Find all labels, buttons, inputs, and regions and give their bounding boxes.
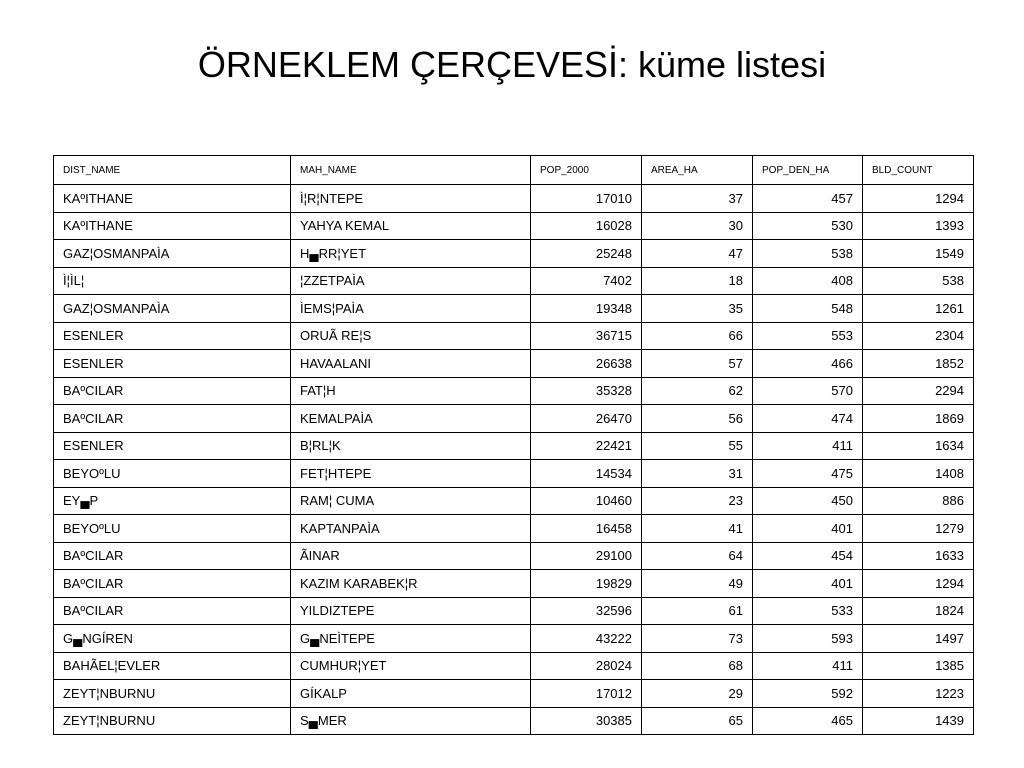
column-header-area-ha: AREA_HA [642, 156, 753, 185]
dist-name-cell: BAºCILAR [54, 542, 291, 570]
bld-count-cell: 2304 [863, 322, 974, 350]
pop-2000-cell: 43222 [531, 625, 642, 653]
table-row [54, 185, 974, 213]
pop-2000-cell: 19348 [531, 295, 642, 323]
column-header-bld-count: BLD_COUNT [863, 156, 974, 185]
table-row [54, 432, 974, 460]
mah-name-cell: S▄MER [291, 707, 531, 735]
mah-name-cell: RAM¦ CUMA [291, 487, 531, 515]
column-header-pop-2000: POP_2000 [531, 156, 642, 185]
mah-name-cell: ÌEMS¦PAÌA [291, 295, 531, 323]
mah-name-cell: KAPTANPAÌA [291, 515, 531, 543]
pop-2000-cell: 17012 [531, 680, 642, 708]
area-ha-cell: 31 [642, 460, 753, 488]
dist-name-cell: KAºITHANE [54, 212, 291, 240]
mah-name-cell: YILDIZTEPE [291, 597, 531, 625]
pop-2000-cell: 28024 [531, 652, 642, 680]
area-ha-cell: 49 [642, 570, 753, 598]
dist-name-cell: ESENLER [54, 432, 291, 460]
mah-name-cell: HAVAALANI [291, 350, 531, 378]
dist-name-cell: Ì¦ÌL¦ [54, 267, 291, 295]
bld-count-cell: 1497 [863, 625, 974, 653]
dist-name-cell: G▄NGÍREN [54, 625, 291, 653]
cluster-list-table [53, 155, 974, 735]
area-ha-cell: 30 [642, 212, 753, 240]
bld-count-cell: 1294 [863, 185, 974, 213]
mah-name-cell: FET¦HTEPE [291, 460, 531, 488]
dist-name-cell: ESENLER [54, 350, 291, 378]
pop-2000-cell: 22421 [531, 432, 642, 460]
mah-name-cell: Ì¦R¦NTEPE [291, 185, 531, 213]
pop-2000-cell: 36715 [531, 322, 642, 350]
pop-den-ha-cell: 533 [753, 597, 863, 625]
dist-name-cell: BAºCILAR [54, 597, 291, 625]
bld-count-cell: 1852 [863, 350, 974, 378]
bld-count-cell: 886 [863, 487, 974, 515]
pop-den-ha-cell: 450 [753, 487, 863, 515]
pop-2000-cell: 10460 [531, 487, 642, 515]
bld-count-cell: 1294 [863, 570, 974, 598]
dist-name-cell: ZEYT¦NBURNU [54, 680, 291, 708]
dist-name-cell: BAºCILAR [54, 570, 291, 598]
pop-den-ha-cell: 411 [753, 432, 863, 460]
pop-den-ha-cell: 475 [753, 460, 863, 488]
table-row [54, 212, 974, 240]
area-ha-cell: 66 [642, 322, 753, 350]
bld-count-cell: 1393 [863, 212, 974, 240]
area-ha-cell: 73 [642, 625, 753, 653]
mah-name-cell: B¦RL¦K [291, 432, 531, 460]
pop-den-ha-cell: 548 [753, 295, 863, 323]
pop-den-ha-cell: 411 [753, 652, 863, 680]
mah-name-cell: H▄RR¦YET [291, 240, 531, 268]
mah-name-cell: KAZIM KARABEK¦R [291, 570, 531, 598]
pop-2000-cell: 16028 [531, 212, 642, 240]
area-ha-cell: 65 [642, 707, 753, 735]
table-row [54, 487, 974, 515]
dist-name-cell: ESENLER [54, 322, 291, 350]
mah-name-cell: ORUÃ RE¦S [291, 322, 531, 350]
area-ha-cell: 37 [642, 185, 753, 213]
table-row [54, 515, 974, 543]
area-ha-cell: 68 [642, 652, 753, 680]
mah-name-cell: ÃINAR [291, 542, 531, 570]
bld-count-cell: 1439 [863, 707, 974, 735]
table-row [54, 625, 974, 653]
pop-2000-cell: 7402 [531, 267, 642, 295]
dist-name-cell: BEYOºLU [54, 515, 291, 543]
pop-den-ha-cell: 454 [753, 542, 863, 570]
column-header-dist-name: DIST_NAME [54, 156, 291, 185]
mah-name-cell: CUMHUR¦YET [291, 652, 531, 680]
column-header-mah-name: MAH_NAME [291, 156, 531, 185]
bld-count-cell: 1824 [863, 597, 974, 625]
pop-2000-cell: 14534 [531, 460, 642, 488]
table-row [54, 652, 974, 680]
table-row [54, 707, 974, 735]
pop-den-ha-cell: 465 [753, 707, 863, 735]
bld-count-cell: 1385 [863, 652, 974, 680]
column-header-pop-den-ha: POP_DEN_HA [753, 156, 863, 185]
area-ha-cell: 56 [642, 405, 753, 433]
mah-name-cell: GÍKALP [291, 680, 531, 708]
pop-den-ha-cell: 530 [753, 212, 863, 240]
pop-den-ha-cell: 553 [753, 322, 863, 350]
table-row [54, 322, 974, 350]
dist-name-cell: BEYOºLU [54, 460, 291, 488]
table-row [54, 295, 974, 323]
table-row [54, 570, 974, 598]
area-ha-cell: 62 [642, 377, 753, 405]
pop-2000-cell: 26638 [531, 350, 642, 378]
pop-2000-cell: 17010 [531, 185, 642, 213]
pop-2000-cell: 35328 [531, 377, 642, 405]
bld-count-cell: 1261 [863, 295, 974, 323]
pop-2000-cell: 19829 [531, 570, 642, 598]
table-row [54, 377, 974, 405]
mah-name-cell: YAHYA KEMAL [291, 212, 531, 240]
area-ha-cell: 18 [642, 267, 753, 295]
pop-den-ha-cell: 401 [753, 570, 863, 598]
table-row [54, 240, 974, 268]
dist-name-cell: BAHÃEL¦EVLER [54, 652, 291, 680]
table-row [54, 267, 974, 295]
area-ha-cell: 23 [642, 487, 753, 515]
table-header-row [54, 156, 974, 185]
pop-2000-cell: 25248 [531, 240, 642, 268]
area-ha-cell: 64 [642, 542, 753, 570]
area-ha-cell: 35 [642, 295, 753, 323]
table-row [54, 542, 974, 570]
pop-den-ha-cell: 538 [753, 240, 863, 268]
dist-name-cell: BAºCILAR [54, 377, 291, 405]
bld-count-cell: 1223 [863, 680, 974, 708]
dist-name-cell: BAºCILAR [54, 405, 291, 433]
area-ha-cell: 57 [642, 350, 753, 378]
pop-den-ha-cell: 401 [753, 515, 863, 543]
bld-count-cell: 1634 [863, 432, 974, 460]
mah-name-cell: KEMALPAÌA [291, 405, 531, 433]
dist-name-cell: KAºITHANE [54, 185, 291, 213]
bld-count-cell: 538 [863, 267, 974, 295]
area-ha-cell: 29 [642, 680, 753, 708]
pop-2000-cell: 26470 [531, 405, 642, 433]
bld-count-cell: 1869 [863, 405, 974, 433]
table-row [54, 460, 974, 488]
pop-2000-cell: 32596 [531, 597, 642, 625]
table-row [54, 597, 974, 625]
pop-2000-cell: 16458 [531, 515, 642, 543]
dist-name-cell: ZEYT¦NBURNU [54, 707, 291, 735]
pop-den-ha-cell: 593 [753, 625, 863, 653]
page-title: ÖRNEKLEM ÇERÇEVESİ: küme listesi [197, 44, 827, 85]
bld-count-cell: 2294 [863, 377, 974, 405]
pop-den-ha-cell: 570 [753, 377, 863, 405]
pop-den-ha-cell: 466 [753, 350, 863, 378]
bld-count-cell: 1549 [863, 240, 974, 268]
bld-count-cell: 1279 [863, 515, 974, 543]
dist-name-cell: GAZ¦OSMANPAÌA [54, 295, 291, 323]
pop-2000-cell: 30385 [531, 707, 642, 735]
table-row [54, 350, 974, 378]
area-ha-cell: 61 [642, 597, 753, 625]
dist-name-cell: EY▄P [54, 487, 291, 515]
table-body [54, 185, 974, 735]
mah-name-cell: ¦ZZETPAÌA [291, 267, 531, 295]
bld-count-cell: 1408 [863, 460, 974, 488]
pop-den-ha-cell: 474 [753, 405, 863, 433]
area-ha-cell: 55 [642, 432, 753, 460]
area-ha-cell: 41 [642, 515, 753, 543]
pop-den-ha-cell: 408 [753, 267, 863, 295]
pop-den-ha-cell: 457 [753, 185, 863, 213]
area-ha-cell: 47 [642, 240, 753, 268]
mah-name-cell: FAT¦H [291, 377, 531, 405]
mah-name-cell: G▄NEÌTEPE [291, 625, 531, 653]
pop-den-ha-cell: 592 [753, 680, 863, 708]
pop-2000-cell: 29100 [531, 542, 642, 570]
dist-name-cell: GAZ¦OSMANPAÌA [54, 240, 291, 268]
bld-count-cell: 1633 [863, 542, 974, 570]
table-row [54, 405, 974, 433]
table-row [54, 680, 974, 708]
